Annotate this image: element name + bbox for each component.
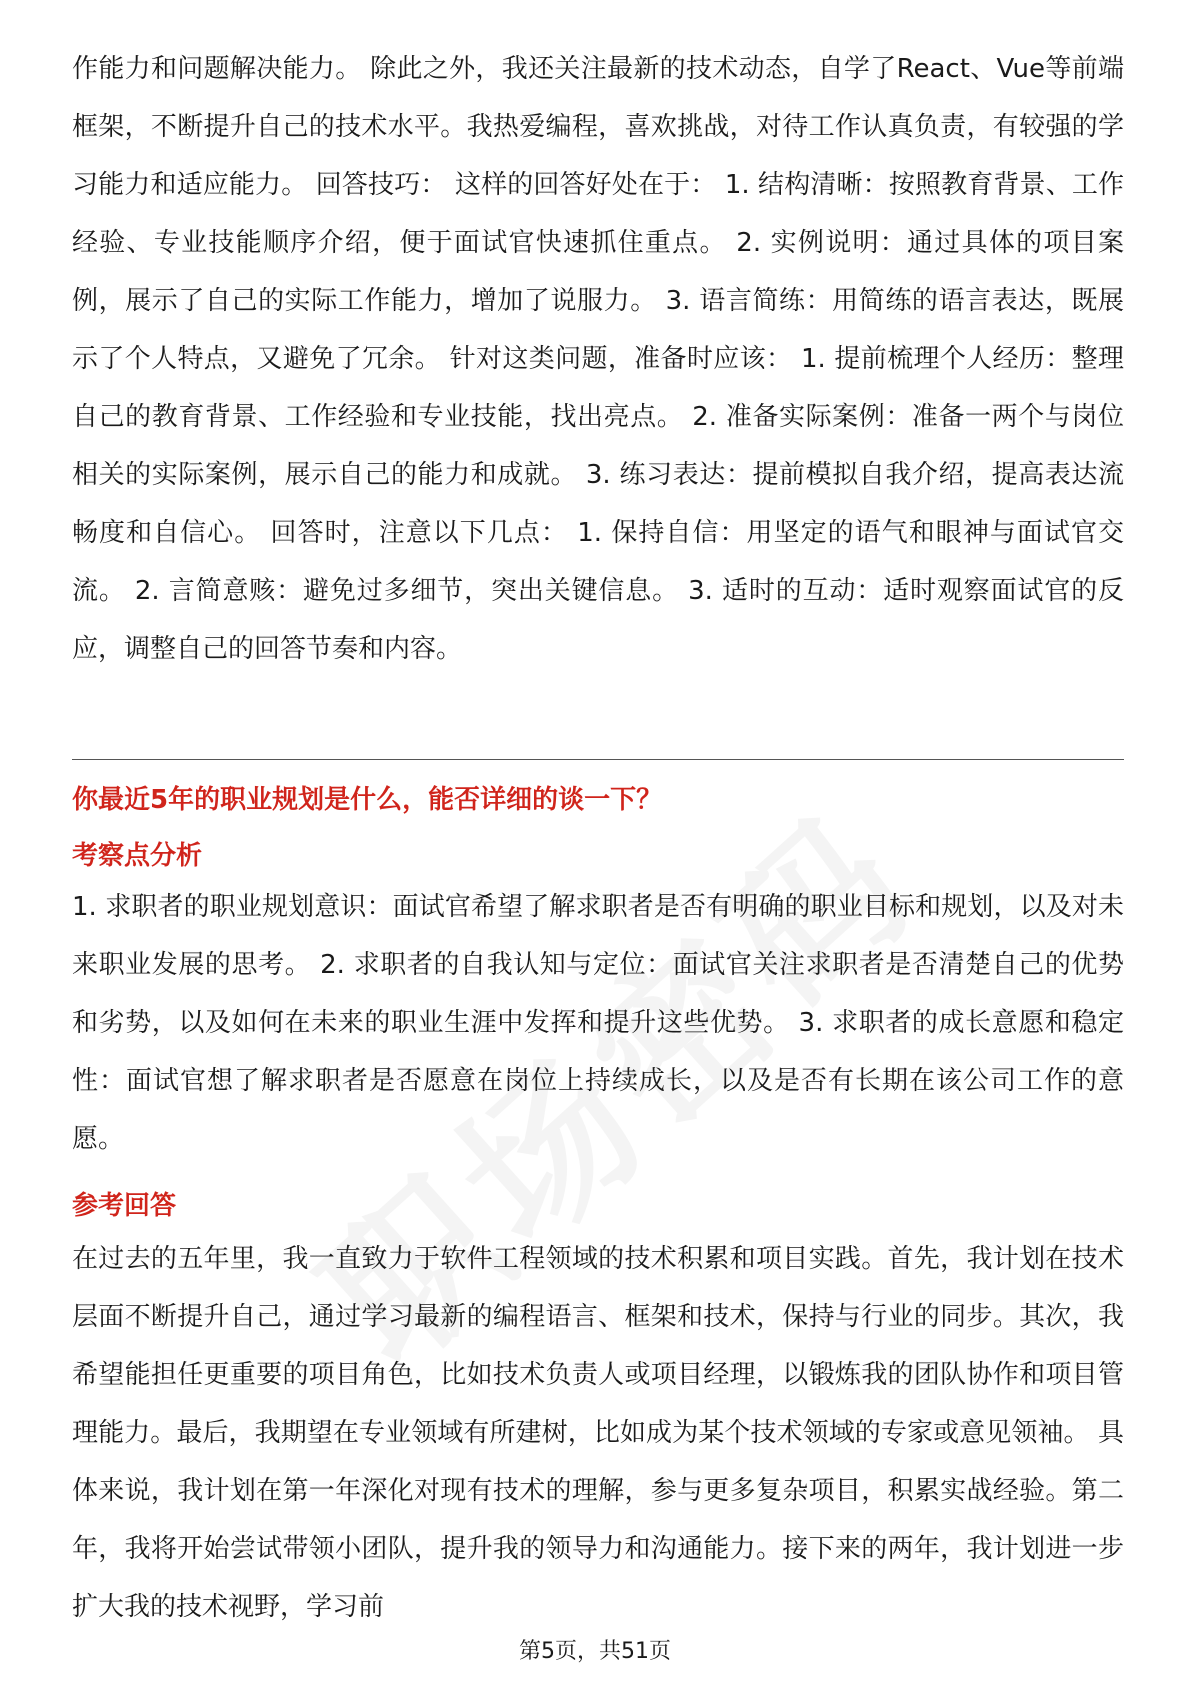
analysis-section [72, 878, 1124, 1168]
analysis-text: 1. 求职者的职业规划意识：面试官希望了解求职者是否有明确的职业目标和规划，以及对未来职业发展的思考。 2. 求职者的自我认知与定位：面试官关注求职者是否清楚自己的优势和劣势，以及如何在未来的职业生涯中发挥和提升这些优势。 3. 求职者的成长意愿和稳定性：面试官想了解求职者是否愿意在岗位上持续成长，以及是否有长期在该公司工作的意愿。 [72, 892, 1124, 1154]
continued-text: 作能力和问题解决能力。 除此之外，我还关注最新的技术动态，自学了React、Vue等前端框架，不断提升自己的技术水平。我热爱编程，喜欢挑战，对待工作认真负责，有较强的学习能力和适应能力。 回答技巧： 这样的回答好处在于： 1. 结构清晰：按照教育背景、工作经验、专业技能顺序介绍，便于面试官快速抓住重点。 2. 实例说明：通过具体的项目案例，展示了自己的实际工作能力，增加了说服力。 3. 语言简练：用简练的语言表达，既展示了个人特点，又避免了冗余。 针对这类问题，准备时应该： 1. 提前梳理个人经历：整理自己的教育背景、工作经验和专业技能，找出亮点。 2. 准备实际案例：准备一两个与岗位相关的实际案例，展示自己的能力和成就。 3. 练习表达：提前模拟自我介绍，提高表达流畅度和自信心。 回答时，注意以下几点： 1. 保持自信：用坚定的语气和眼神与面试官交流。 2. 言简意赅：避免过多细节，突出关键信息。 3. 适时的互动：适时观察面试官的反应，调整自己的回答节奏和内容。 [72, 54, 1124, 664]
page-number-footer: 第5页，共51页 [519, 1639, 671, 1664]
section-divider [72, 759, 1124, 760]
continued-paragraph [72, 40, 1124, 678]
question-title: 你最近5年的职业规划是什么，能否详细的谈一下？ [72, 785, 663, 815]
answer-section [72, 1230, 1124, 1636]
answer-heading: 参考回答 [72, 1191, 177, 1221]
answer-text: 在过去的五年里，我一直致力于软件工程领域的技术积累和项目实践。首先，我计划在技术层面不断提升自己，通过学习最新的编程语言、框架和技术，保持与行业的同步。其次，我希望能担任更重要的项目角色，比如技术负责人或项目经理，以锻炼我的团队协作和项目管理能力。最后，我期望在专业领域有所建树，比如成为某个技术领域的专家或意见领袖。 具体来说，我计划在第一年深化对现有技术的理解，参与更多复杂项目，积累实战经验。第二年，我将开始尝试带领小团队，提升我的领导力和沟通能力。接下来的两年，我计划进一步扩大我的技术视野，学习前 [72, 1244, 1124, 1622]
analysis-heading: 考察点分析 [72, 841, 203, 871]
